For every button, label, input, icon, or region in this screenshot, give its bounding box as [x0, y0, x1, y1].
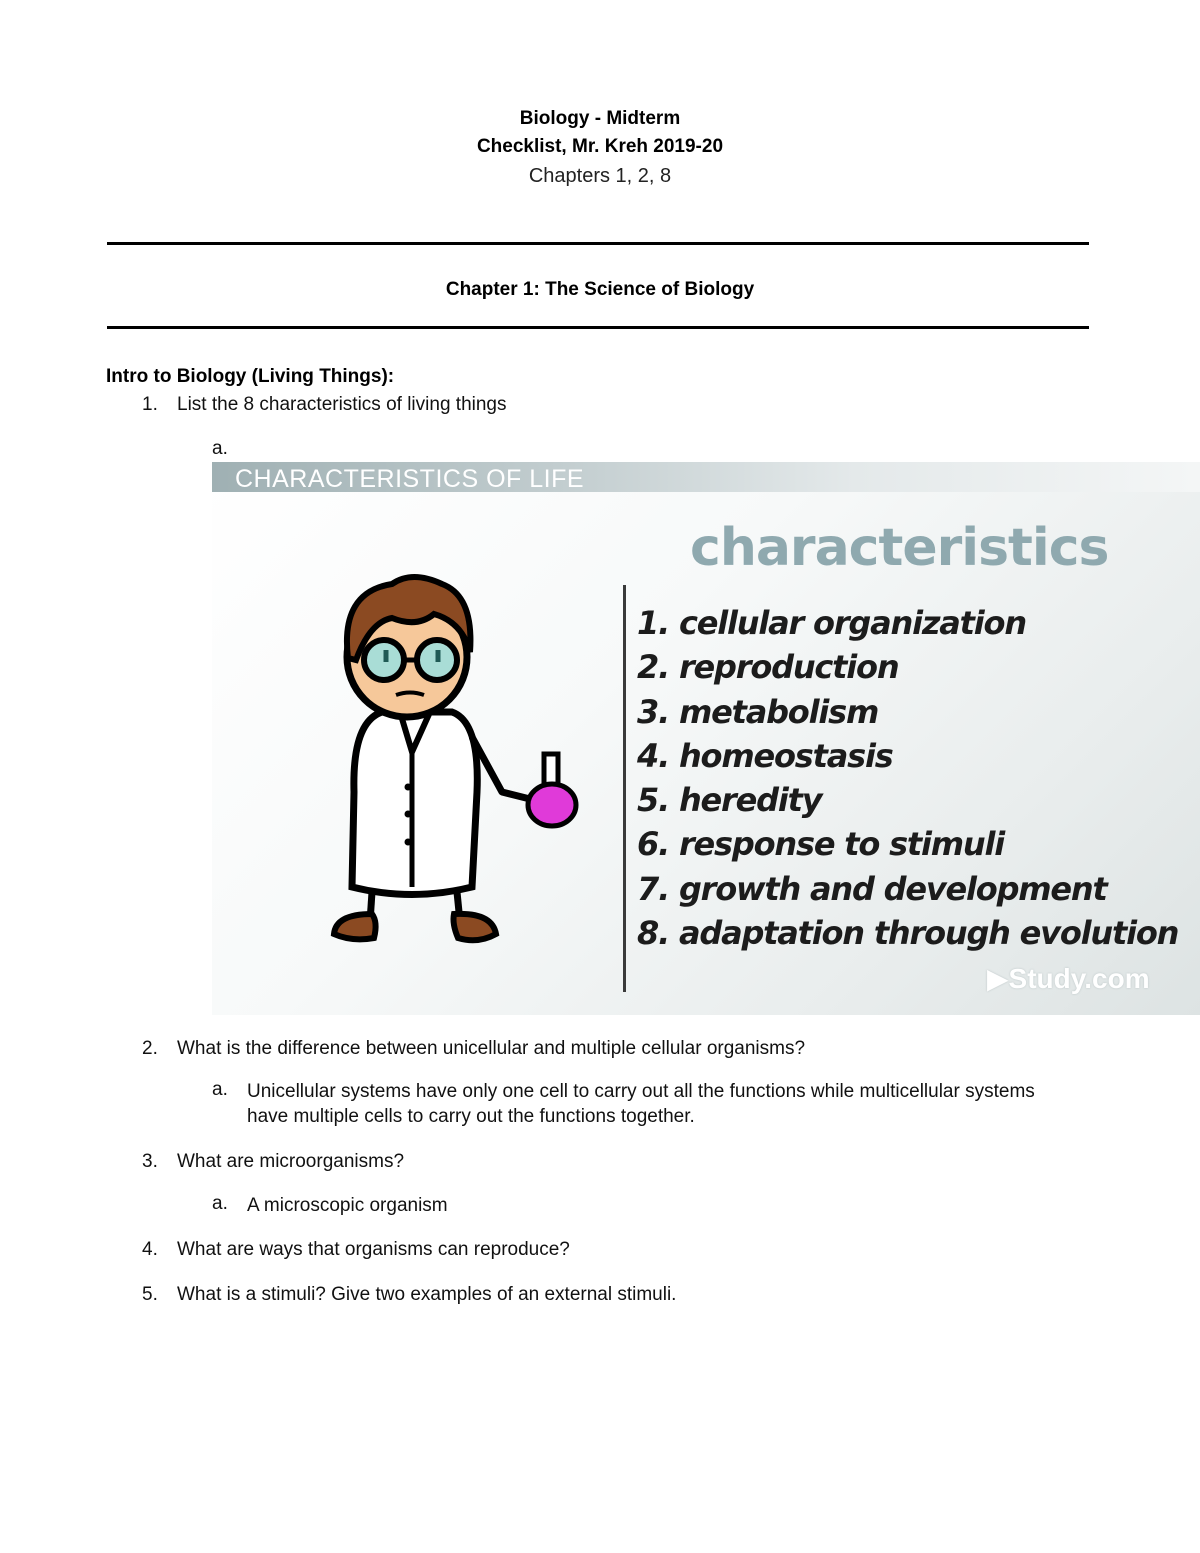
flask-icon — [528, 784, 576, 826]
characteristic-item: 7. growth and development — [637, 869, 1107, 908]
coat-button — [405, 811, 412, 818]
question-number: 1. — [142, 394, 158, 415]
doc-title: Biology - Midterm — [519, 108, 681, 129]
image-divider — [623, 585, 626, 992]
chapter-title: Chapter 1: The Science of Biology — [445, 279, 755, 300]
question-text: What are ways that organisms can reproduce? — [177, 1239, 570, 1260]
characteristic-item: 6. response to stimuli — [637, 825, 1005, 864]
question-number: 4. — [142, 1239, 158, 1260]
horizontal-rule — [107, 242, 1089, 245]
characteristics-list — [637, 604, 1178, 958]
coat-button — [405, 784, 412, 791]
characteristic-item: 3. metabolism — [637, 692, 879, 731]
question-text: What is the difference between unicellular and multiple cellular organisms? — [177, 1038, 806, 1059]
scientist-illustration — [312, 562, 612, 962]
answer-text: Unicellular systems have only one cell to carry out all the functions while multicellular systems have multiple cells to carry out the functions together. — [247, 1081, 1035, 1127]
scientist-shoe — [334, 914, 376, 939]
question-text: What are microorganisms? — [177, 1151, 405, 1172]
scientist-shoe — [454, 914, 497, 940]
study-com-watermark: ▶Study.com — [987, 963, 1150, 994]
question-number: 3. — [142, 1151, 158, 1172]
answer-letter: a. — [212, 438, 228, 459]
answer-letter: a. — [212, 1193, 228, 1214]
question-text: What is a stimuli? Give two examples of an external stimuli. — [177, 1284, 677, 1305]
doc-chapters: Chapters 1, 2, 8 — [528, 165, 672, 187]
characteristic-item: 5. heredity — [637, 781, 822, 820]
horizontal-rule — [107, 326, 1089, 329]
play-circle-icon: ▶ — [987, 963, 1009, 994]
section-heading: Intro to Biology (Living Things): — [106, 366, 395, 387]
characteristic-item: 8. adaptation through evolution — [637, 914, 1179, 953]
answer-letter: a. — [212, 1079, 228, 1100]
question-text: List the 8 characteristics of living things — [177, 394, 507, 415]
characteristic-item: 4. homeostasis — [637, 736, 893, 775]
doc-subtitle: Checklist, Mr. Kreh 2019-20 — [476, 136, 724, 157]
coat-button — [405, 839, 412, 846]
question-number: 2. — [142, 1038, 158, 1059]
image-banner-text: CHARACTERISTICS OF LIFE — [235, 465, 585, 493]
question-number: 5. — [142, 1284, 158, 1305]
characteristic-item: 1. cellular organization — [637, 604, 1026, 642]
image-heading: characteristics — [690, 518, 1109, 578]
characteristics-of-life-image — [212, 462, 1200, 1015]
characteristic-item: 2. reproduction — [637, 648, 899, 687]
answer-text: A microscopic organism — [247, 1195, 448, 1216]
